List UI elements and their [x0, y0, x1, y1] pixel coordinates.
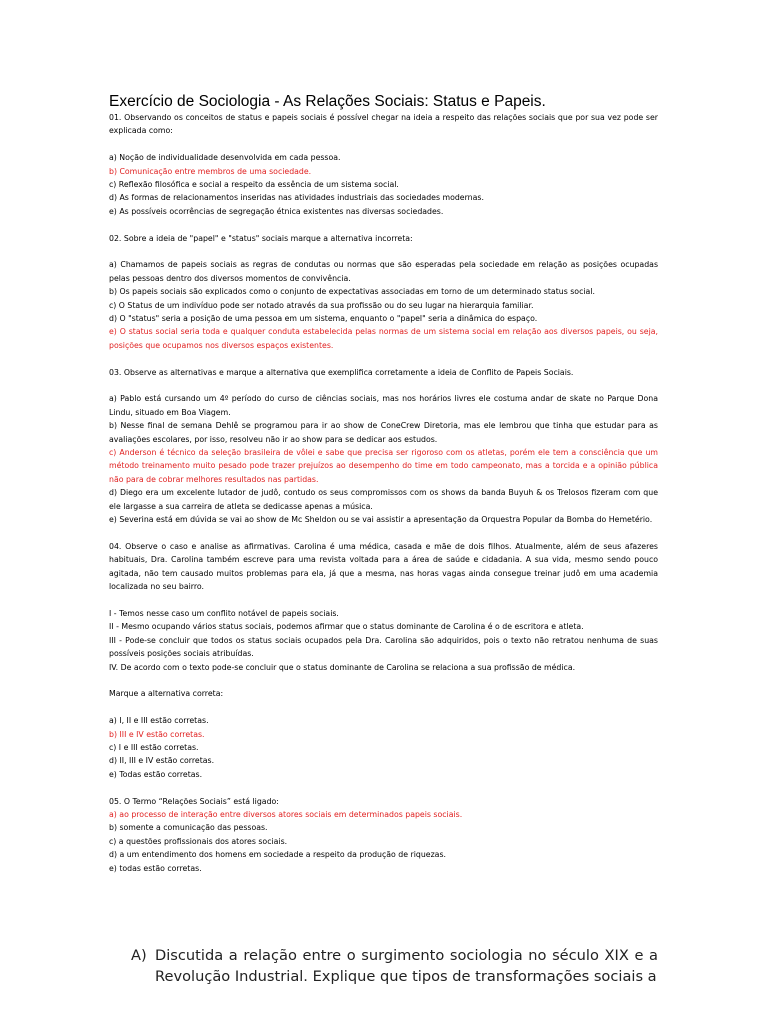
- question-2-option-a: a) Chamamos de papeis sociais as regras de condutas ou normas que são esperadas pela sociedade em relação as posições ocupadas pelas pessoas dentro dos diversos momentos de convivência.: [109, 260, 658, 283]
- question-5-option-d: d) a um entendimento dos homens em sociedade a respeito da produção de riquezas.: [109, 850, 447, 860]
- question-2-option-e-answer: e) O status social seria toda e qualquer conduta estabelecida pelas normas de um sistema social em relação aos diversos papeis, ou seja, posições que ocupamos nos diversos espaços existentes.: [109, 327, 658, 350]
- question-2-option-b: b) Os papeis sociais são explicados como o conjunto de expectativas associadas em torno de um determinado status social.: [109, 287, 595, 297]
- question-4-statement-iv: IV. De acordo com o texto pode-se concluir que o status dominante de Carolina se relaciona a sua profissão de médica.: [109, 662, 576, 672]
- question-3-option-b: b) Nesse final de semana Dehlê se programou para ir ao show de ConeCrew Diretoria, mas ele lembrou que tinha que estudar para as avaliações escolares, por isso, resolveu não ir ao show para se dedicar aos estudos.: [109, 421, 658, 444]
- question-4-statement-ii: II - Mesmo ocupando vários status sociais, podemos afirmar que o status dominante de Carolina é o de escritora e atleta.: [109, 622, 584, 632]
- question-5-option-a-answer: a) ao processo de interação entre diversos atores sociais em determinados papeis sociais.: [109, 809, 463, 819]
- question-1-option-d: d) As formas de relacionamentos inseridas nas atividades industriais das sociedades modernas.: [109, 193, 484, 203]
- question-3-option-a: a) Pablo está cursando um 4º período do curso de ciências sociais, mas nos horários livres ele costuma andar de skate no Parque Dona Lindu, situado em Boa Viagem.: [109, 394, 658, 417]
- question-5-stem: 05. O Termo “Relações Sociais” está ligado:: [109, 796, 279, 806]
- question-1-option-b-answer: b) Comunicação entre membros de uma sociedade.: [109, 166, 312, 176]
- question-3-option-c-answer: c) Anderson é técnico da seleção brasileira de vôlei e sabe que precisa ser rigoroso com os atletas, porém ele tem a consciência que um método treinamento muito pesado pode trazer prejuízos ao desempenho do time em todo campeonato, mas a torcida e a opinião pública não para de cobrar melhores resultados nas partidas.: [109, 448, 658, 484]
- question-1-option-a: a) Noção de individualidade desenvolvida em cada pessoa.: [109, 153, 341, 163]
- question-5-option-e: e) todas estão corretas.: [109, 863, 202, 873]
- question-3-option-e: e) Severina está em dúvida se vai ao show de Mc Sheldon ou se vai assistir a apresentação da Orquestra Popular da Bomba do Hemetério.: [109, 515, 653, 525]
- question-a-block: [131, 945, 658, 987]
- question-2-option-c: c) O Status de um indivíduo pode ser notado através da sua profissão ou do seu lugar na hierarquia familiar.: [109, 300, 534, 310]
- question-3-stem: 03. Observe as alternativas e marque a alternativa que exemplifica corretamente a ideia de Conflito de Papeis Sociais.: [109, 367, 574, 377]
- question-5-option-b: b) somente a comunicação das pessoas.: [109, 823, 268, 833]
- question-2-stem: 02. Sobre a ideia de "papel" e "status" sociais marque a alternativa incorreta:: [109, 233, 413, 243]
- question-1-option-c: c) Reflexão filosófica e social a respeito da essência de um sistema social.: [109, 180, 399, 190]
- question-a-marker: A): [131, 947, 147, 964]
- question-4-statement-i: I - Temos nesse caso um conflito notável de papeis sociais.: [109, 608, 339, 618]
- question-4-option-d: d) II, III e IV estão corretas.: [109, 756, 215, 766]
- question-4-option-b-answer: b) III e IV estão corretas.: [109, 729, 205, 739]
- exercise-body: [109, 111, 658, 875]
- document-title: Exercício de Sociologia - As Relações Sociais: Status e Papeis.: [109, 93, 546, 110]
- question-1-stem: 01. Observando os conceitos de status e papeis sociais é possível chegar na ideia a respeito das relações sociais que por sua vez pode ser explicada como:: [109, 113, 658, 136]
- question-3-option-d: d) Diego era um excelente lutador de judô, contudo os seus compromissos com os shows da banda Buyuh & os Trelosos fizeram com que ele largasse a sua carreira de atleta se dedicasse apenas a música.: [109, 488, 658, 511]
- question-1-option-e: e) As possíveis ocorrências de segregação étnica existentes nas diversas sociedades.: [109, 206, 444, 216]
- question-4-stem: 04. Observe o caso e analise as afirmativas. Carolina é uma médica, casada e mãe de dois filhos. Atualmente, além de seus afazeres habituais, Dra. Carolina também escreve para uma revista voltada para a área de saúde e cidadania. A sua vida, mesmo sendo pouco agitada, não tem causado muitos problemas para ela, já que a mesma, nas horas vagas ainda consegue treinar judô em uma academia localizada no seu bairro.: [109, 541, 658, 592]
- question-4-option-c: c) I e III estão corretas.: [109, 742, 199, 752]
- question-5-option-c: c) a questões profissionais dos atores sociais.: [109, 836, 288, 846]
- question-2-option-d: d) O "status" seria a posição de uma pessoa em um sistema, enquanto o "papel" seria a dinâmica do espaço.: [109, 314, 538, 324]
- question-4-statement-iii: III - Pode-se concluir que todos os status sociais ocupados pela Dra. Carolina são adquiridos, pois o texto não retratou nenhuma de suas possíveis posições sociais atribuídas.: [109, 635, 658, 659]
- question-4-option-e: e) Todas estão corretas.: [109, 769, 203, 779]
- question-a-text: Discutida a relação entre o surgimento sociologia no século XIX e a Revolução Industrial. Explique que tipos de transformações sociais a: [155, 947, 658, 985]
- question-4-option-a: a) I, II e III estão corretas.: [109, 716, 209, 726]
- question-4-prompt: Marque a alternativa correta:: [109, 689, 224, 699]
